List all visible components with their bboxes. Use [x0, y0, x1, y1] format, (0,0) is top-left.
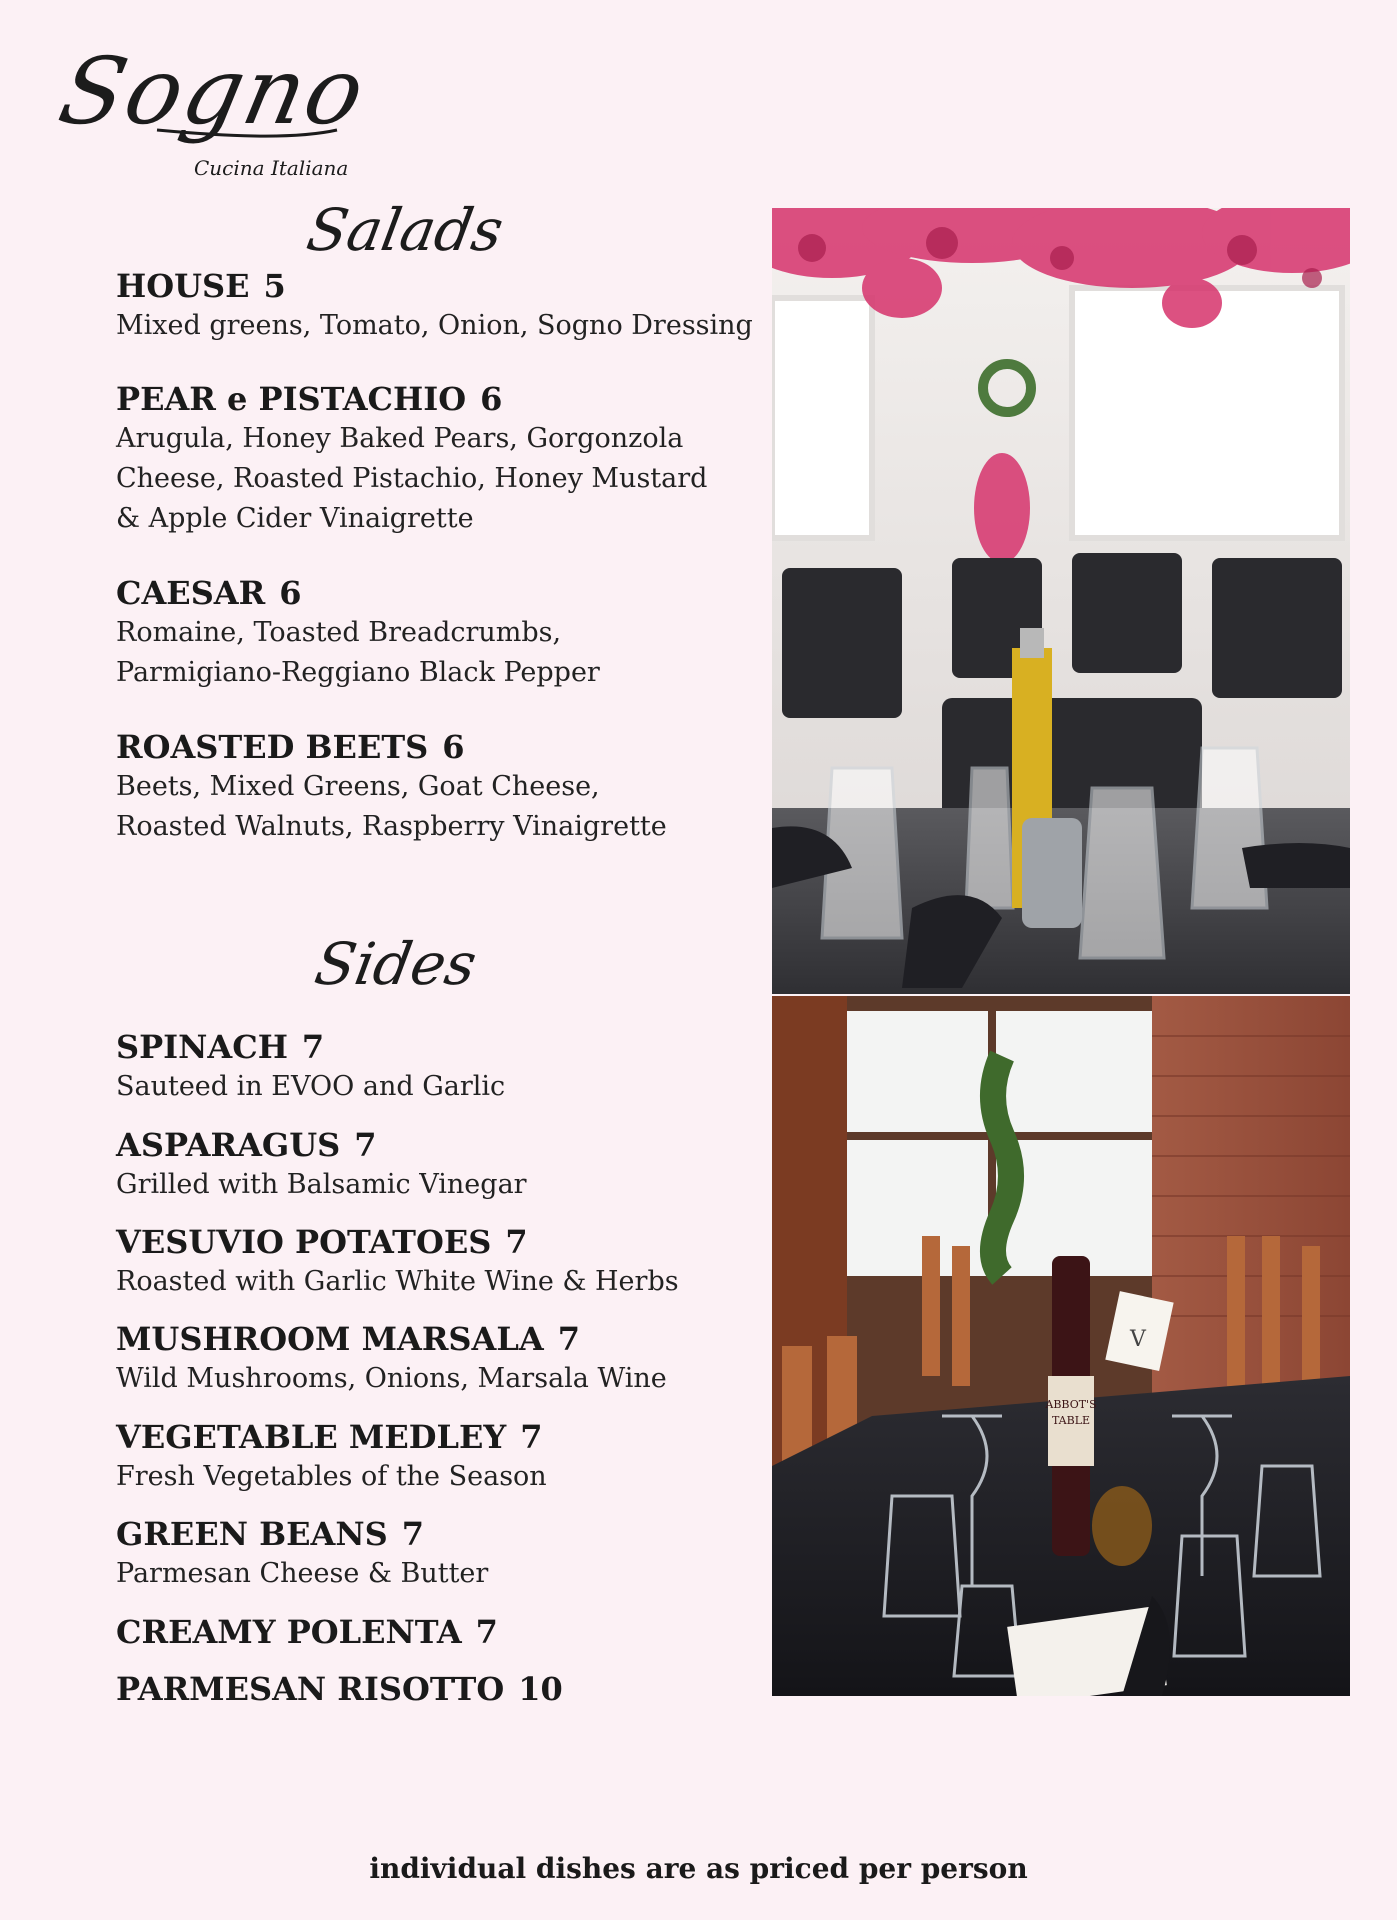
- item-name: HOUSE: [116, 267, 250, 305]
- wine-label-text: ABBOT'S: [1045, 1398, 1097, 1411]
- item-description: Cheese, Roasted Pistachio, Honey Mustard: [116, 463, 708, 494]
- item-price: 7: [401, 1515, 424, 1553]
- banquet-table-image: [772, 996, 1350, 1696]
- table-card-letter: V: [1130, 1327, 1146, 1352]
- menu-item-green-beans: [116, 1514, 756, 1594]
- item-name: GREEN BEANS: [116, 1515, 388, 1553]
- item-price: 7: [557, 1320, 580, 1358]
- menu-item-asparagus: [116, 1125, 756, 1205]
- item-title: [116, 727, 756, 767]
- item-title: [116, 1514, 756, 1554]
- item-price: 6: [279, 574, 302, 612]
- item-title: [116, 1417, 756, 1457]
- item-name: MUSHROOM MARSALA: [116, 1320, 544, 1358]
- menu-item-mushroom-marsala: [116, 1319, 756, 1399]
- item-name: SPINACH: [116, 1028, 288, 1066]
- item-name: VEGETABLE MEDLEY: [116, 1418, 507, 1456]
- item-description: Wild Mushrooms, Onions, Marsala Wine: [116, 1363, 667, 1394]
- item-title: [116, 1027, 756, 1067]
- menu-item-parmesan-risotto: [116, 1669, 756, 1709]
- item-name: VESUVIO POTATOES: [116, 1223, 492, 1261]
- item-name: CAESAR: [116, 574, 266, 612]
- menu-item-creamy-polenta: [116, 1612, 756, 1652]
- item-name: ROASTED BEETS: [116, 728, 429, 766]
- item-description: Parmigiano-Reggiano Black Pepper: [116, 657, 600, 688]
- sides-heading: Sides: [310, 930, 482, 998]
- dining-room-image: [772, 208, 1350, 994]
- item-title: [116, 379, 756, 419]
- item-description: Arugula, Honey Baked Pears, Gorgonzola: [116, 423, 684, 454]
- item-name: CREAMY POLENTA: [116, 1613, 462, 1651]
- brand-name: Sogno: [50, 38, 376, 145]
- banquet-table-photo: [772, 996, 1350, 1696]
- item-price: 7: [301, 1028, 325, 1066]
- item-description: Parmesan Cheese & Butter: [116, 1558, 489, 1589]
- wine-label-text: TABLE: [1051, 1414, 1091, 1427]
- menu-item-pear-pistachio: [116, 379, 756, 539]
- item-price: 10: [518, 1670, 563, 1708]
- item-description: Roasted Walnuts, Raspberry Vinaigrette: [116, 811, 667, 842]
- item-title: [116, 1612, 756, 1652]
- item-price: 7: [520, 1418, 543, 1456]
- item-title: [116, 1125, 756, 1165]
- sogno-logo: [50, 38, 376, 188]
- pricing-note: individual dishes are as priced per person: [369, 1852, 1028, 1885]
- item-description: Fresh Vegetables of the Season: [116, 1461, 547, 1492]
- item-name: PARMESAN RISOTTO: [116, 1670, 505, 1708]
- menu-item-spinach: [116, 1027, 756, 1107]
- brand-tagline: Cucina Italiana: [194, 156, 349, 180]
- dining-room-photo: [772, 208, 1350, 994]
- item-description: Mixed greens, Tomato, Onion, Sogno Dressing: [116, 310, 753, 341]
- item-name: ASPARAGUS: [116, 1126, 341, 1164]
- item-price: 6: [480, 380, 503, 418]
- item-title: [116, 1222, 756, 1262]
- item-price: 6: [442, 728, 465, 766]
- item-description: Sauteed in EVOO and Garlic: [116, 1071, 506, 1102]
- item-title: [116, 573, 756, 613]
- item-title: [116, 1669, 756, 1709]
- item-description: Grilled with Balsamic Vinegar: [116, 1169, 527, 1200]
- item-description: Roasted with Garlic White Wine & Herbs: [116, 1266, 679, 1297]
- menu-item-house: [116, 266, 756, 346]
- item-description: & Apple Cider Vinaigrette: [116, 503, 474, 534]
- menu-item-roasted-beets: [116, 727, 756, 847]
- item-description: Romaine, Toasted Breadcrumbs,: [116, 617, 562, 648]
- item-price: 5: [263, 267, 286, 305]
- item-title: [116, 1319, 756, 1359]
- item-description: Beets, Mixed Greens, Goat Cheese,: [116, 771, 600, 802]
- menu-item-vegetable-medley: [116, 1417, 756, 1497]
- item-name: PEAR e PISTACHIO: [116, 380, 467, 418]
- item-title: [116, 266, 756, 306]
- menu-item-vesuvio-potatoes: [116, 1222, 756, 1302]
- item-price: 7: [505, 1223, 528, 1261]
- salads-heading: Salads: [302, 196, 509, 264]
- item-price: 7: [475, 1613, 498, 1651]
- item-price: 7: [354, 1126, 377, 1164]
- menu-item-caesar: [116, 573, 756, 693]
